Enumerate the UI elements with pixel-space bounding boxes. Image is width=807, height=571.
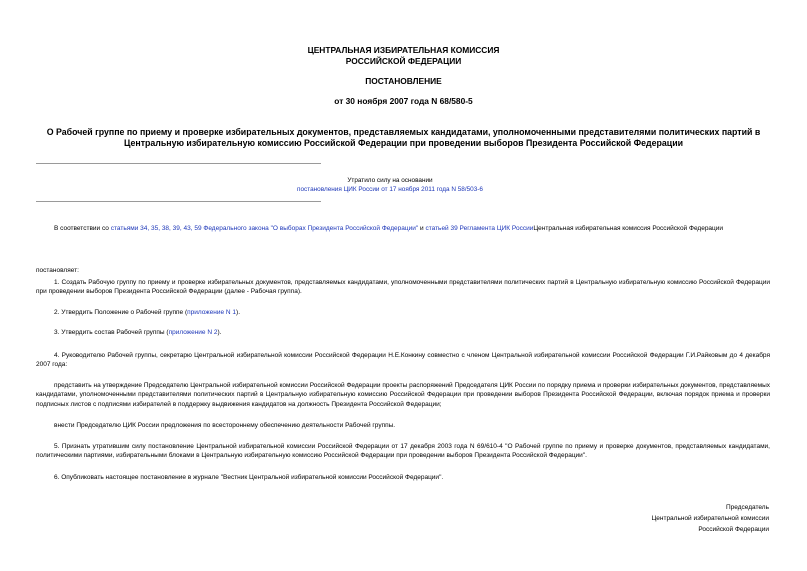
preamble xyxy=(36,224,770,233)
appendix-1-link[interactable]: приложение N 1 xyxy=(187,309,237,316)
preamble-middle: и xyxy=(418,225,426,232)
item-4: 4. Руководителю Рабочей группы, секретарю Центральной избирательной комиссии Российской Федерации Н.Е.Конкину совместно с членом Центральной избирательной комиссии Российской Федерации Г.И.Райковым до 4 декабря 2007 года: xyxy=(36,352,770,369)
preamble-suffix: Центральная избирательная комиссия Российской Федерации xyxy=(533,225,724,232)
org-name-line2: РОССИЙСКОЙ ФЕДЕРАЦИИ xyxy=(345,56,462,66)
signature-block xyxy=(651,502,769,535)
signature-line2: Центральной избирательной комиссии xyxy=(651,515,769,522)
signature-line1: Председатель xyxy=(725,504,769,511)
preamble-law-link[interactable]: статьями 34, 35, 38, 39, 43, 59 Федерального закона "О выборах Президента Российской Федерации" xyxy=(110,225,419,232)
item-5: 5. Признать утратившим силу постановление Центральной избирательной комиссии Российской Федерации от 17 декабря 2003 года N 69/610-4 "О Рабочей группе по приему и проверке документов, представляемых кандидатами, политическими партиями, избирательными блоками в Центральную избирательную комиссию Российской Федерации при проведении выборов Президента Российской Федерации". xyxy=(36,443,770,460)
item-2-end: ). xyxy=(236,309,241,316)
item-4-a: представить на утверждение Председателю Центральной избирательной комиссии Российской Федерации проекты распоряжений Председателя ЦИК России по порядку приема и проверки избирательных документов, представляемых кандидатами, уполномоченными представителями политических партий в Центральную избирательную комиссию Российской Федерации при проведении выборов Президента Российской Федерации, включая порядок приема и проверки подписных листов с подписями избирателей в поддержку выдвижения кандидатов на должность Президента Российской Федерации; xyxy=(36,382,770,408)
item-2 xyxy=(36,308,770,317)
repeal-note xyxy=(190,176,590,194)
org-name-line1: ЦЕНТРАЛЬНАЯ ИЗБИРАТЕЛЬНАЯ КОМИССИЯ xyxy=(307,45,500,55)
item-2-text: 2. Утвердить Положение о Рабочей группе ( xyxy=(54,309,188,316)
item-1: 1. Создать Рабочую группу по приему и проверке избирательных документов, представляемых кандидатами, уполномоченными представителями политических партий в Центральную избирательную комиссию Российской Федерации при проведении выборов Президента Российской Федерации (далее - Рабочая группа). xyxy=(36,279,770,296)
item-6: 6. Опубликовать настоящее постановление в журнале "Вестник Центральной избирательной комиссии Российской Федерации". xyxy=(54,474,444,481)
appendix-2-link[interactable]: приложение N 2 xyxy=(168,329,218,336)
divider-bottom xyxy=(36,201,321,202)
signature-line3: Российской Федерации xyxy=(698,526,769,533)
repeal-note-text: Утратило силу на основании xyxy=(347,177,433,184)
document-type: ПОСТАНОВЛЕНИЕ xyxy=(365,76,442,86)
preamble-regulation-link[interactable]: статьей 39 Регламента ЦИК России xyxy=(425,225,534,232)
preamble-prefix: В соответствии со xyxy=(54,225,111,232)
item-3-end: ). xyxy=(217,329,222,336)
document-date-number: от 30 ноября 2007 года N 68/580-5 xyxy=(334,96,473,106)
item-4-b: внести Председателю ЦИК России предложения по всестороннему обеспечению деятельности Рабочей группы. xyxy=(54,422,396,429)
repeal-note-link[interactable]: постановления ЦИК России от 17 ноября 2011 года N 58/503-6 xyxy=(297,186,483,193)
divider-top xyxy=(36,163,321,164)
document-title: О Рабочей группе по приему и проверке избирательных документов, представляемых кандидатами, уполномоченными представителями политических партий в Центральную избирательную комиссию Российской Федерации при проведении выборов Президента Российской Федерации xyxy=(46,127,761,148)
resolves-word: постановляет: xyxy=(36,267,79,274)
item-3-text: 3. Утвердить состав Рабочей группы ( xyxy=(54,329,169,336)
item-3 xyxy=(36,328,770,337)
